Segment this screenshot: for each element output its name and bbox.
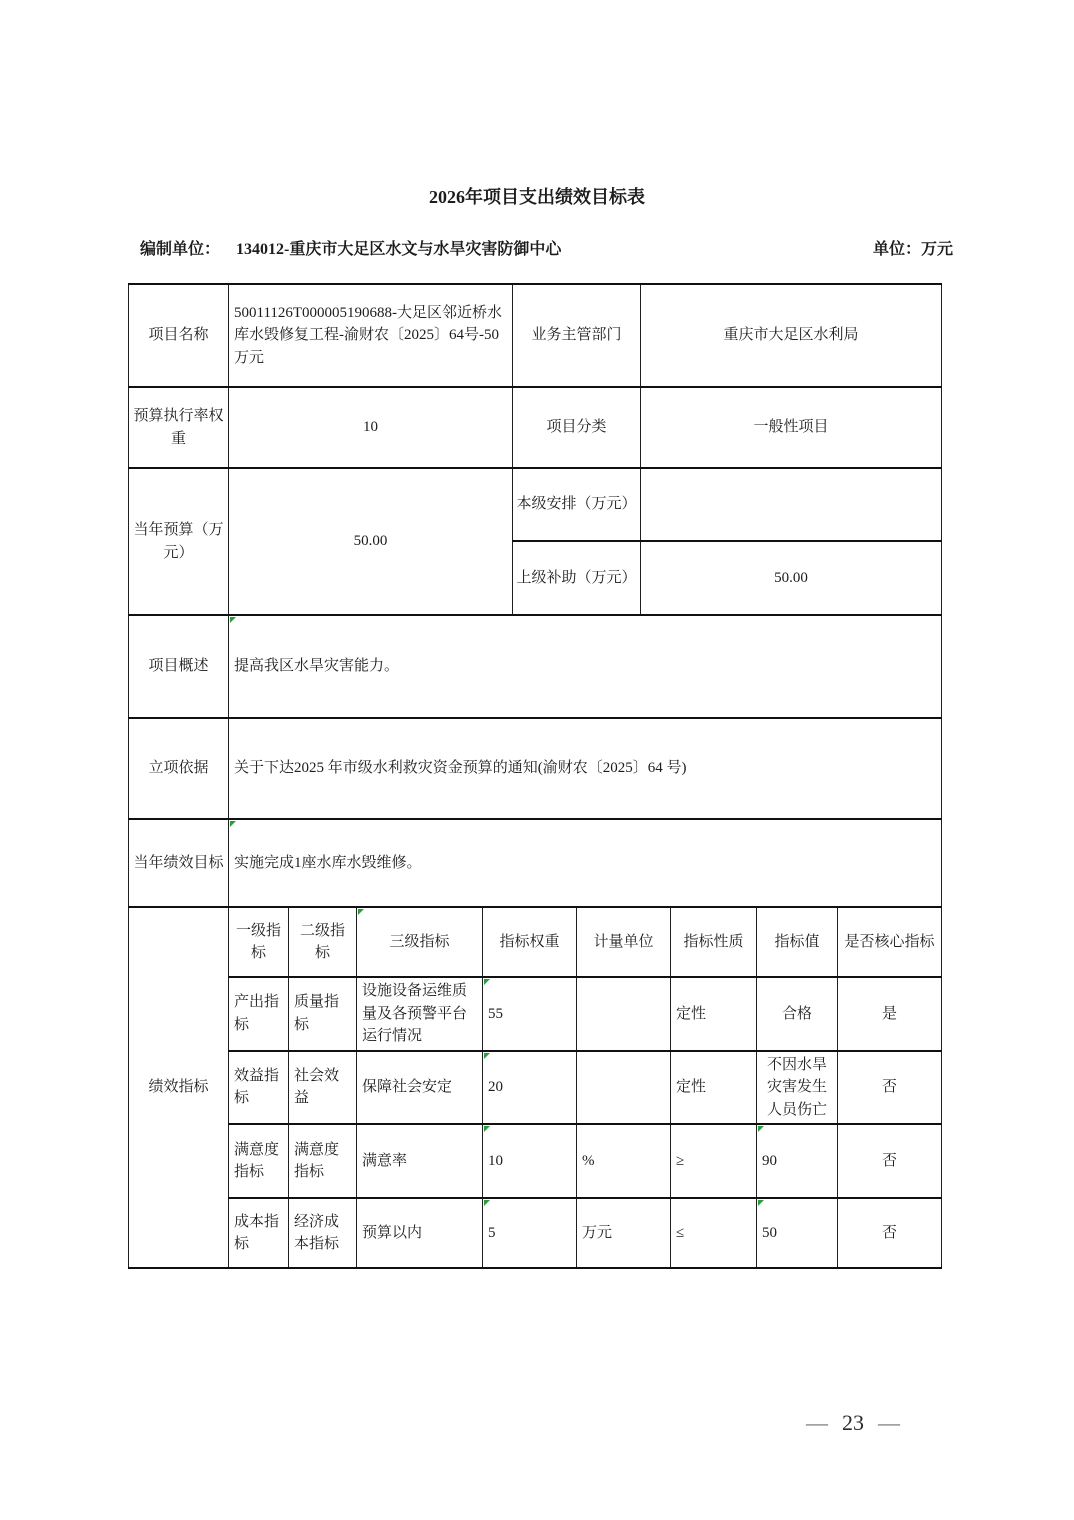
- indicator-nature: 定性: [671, 977, 757, 1051]
- indicator-nature: ≤: [671, 1198, 757, 1268]
- indicator-core: 否: [838, 1051, 942, 1125]
- page-number-value: 23: [842, 1410, 864, 1435]
- tables-container: [128, 283, 941, 1269]
- indicator-value: 合格: [757, 977, 838, 1051]
- local-arrangement-value: [641, 468, 942, 541]
- cell-flag-icon: [358, 909, 364, 915]
- project-category-label: 项目分类: [513, 387, 641, 468]
- indicator-core: 否: [838, 1198, 942, 1268]
- superior-subsidy-label: 上级补助（万元）: [513, 541, 641, 615]
- indicator-section-label: 绩效指标: [129, 907, 229, 1268]
- cell-flag-icon: [230, 617, 236, 623]
- header-value: 指标值: [757, 907, 838, 977]
- competent-dept-label: 业务主管部门: [513, 284, 641, 387]
- project-category-value: 一般性项目: [641, 387, 942, 468]
- annual-budget-value: 50.00: [229, 468, 513, 615]
- indicator-level1: 效益指标: [229, 1051, 289, 1125]
- budget-exec-weight-label: 预算执行率权重: [129, 387, 229, 468]
- competent-dept-value: 重庆市大足区水利局: [641, 284, 942, 387]
- header-level2: 二级指标: [289, 907, 357, 977]
- indicator-row: [129, 1198, 942, 1268]
- cell-flag-icon: [484, 1053, 490, 1059]
- header-level1: 一级指标: [229, 907, 289, 977]
- indicator-value-text: 50: [762, 1224, 777, 1241]
- indicator-value: 不因水旱灾害发生人员伤亡: [757, 1051, 838, 1125]
- cell-flag-icon: [484, 1126, 490, 1132]
- header-nature: 指标性质: [671, 907, 757, 977]
- annual-budget-label: 当年预算（万元）: [129, 468, 229, 615]
- indicator-weight: [483, 977, 577, 1051]
- annual-goal-text: 实施完成1座水库水毁维修。: [234, 854, 422, 871]
- meta-row: [140, 236, 953, 259]
- indicator-row: [129, 1124, 942, 1198]
- prepared-by-value: 134012-重庆市大足区水文与水旱灾害防御中心: [236, 241, 562, 258]
- cell-flag-icon: [484, 1200, 490, 1206]
- local-arrangement-label: 本级安排（万元）: [513, 468, 641, 541]
- cell-flag-icon: [758, 1200, 764, 1206]
- indicator-weight: [483, 1124, 577, 1198]
- budget-exec-weight-value: 10: [229, 387, 513, 468]
- indicator-weight-text: 55: [488, 1005, 503, 1022]
- page-number-right-dash: —: [878, 1410, 900, 1435]
- indicator-level3: 设施设备运维质量及各预警平台运行情况: [357, 977, 483, 1051]
- indicator-value: [757, 1198, 838, 1268]
- page-number-left-dash: —: [806, 1410, 828, 1435]
- header-core: 是否核心指标: [838, 907, 942, 977]
- project-overview-label: 项目概述: [129, 615, 229, 718]
- performance-indicator-table: [128, 906, 942, 1269]
- indicator-nature: 定性: [671, 1051, 757, 1125]
- approval-basis-label: 立项依据: [129, 718, 229, 819]
- annual-goal-value: [229, 819, 942, 907]
- indicator-unit: 万元: [577, 1198, 671, 1268]
- indicator-core: 是: [838, 977, 942, 1051]
- indicator-core: 否: [838, 1124, 942, 1198]
- indicator-value-text: 90: [762, 1152, 777, 1169]
- header-unit: 计量单位: [577, 907, 671, 977]
- indicator-unit: [577, 1051, 671, 1125]
- indicator-unit: %: [577, 1124, 671, 1198]
- project-overview-value: [229, 615, 942, 718]
- indicator-row: [129, 977, 942, 1051]
- indicator-level3: 保障社会安定: [357, 1051, 483, 1125]
- project-overview-text: 提高我区水旱灾害能力。: [234, 658, 400, 675]
- indicator-level2: 社会效益: [289, 1051, 357, 1125]
- indicator-level3: 预算以内: [357, 1198, 483, 1268]
- cell-flag-icon: [484, 979, 490, 985]
- page-title: 2026年项目支出绩效目标表: [429, 187, 645, 207]
- indicator-level1: 产出指标: [229, 977, 289, 1051]
- page-number: [806, 1410, 900, 1436]
- header-weight: 指标权重: [483, 907, 577, 977]
- prepared-by-label: 编制单位：: [140, 241, 221, 258]
- indicator-weight-text: 10: [488, 1152, 503, 1169]
- indicator-level3: 满意率: [357, 1124, 483, 1198]
- indicator-row: [129, 1051, 942, 1125]
- cell-flag-icon: [758, 1126, 764, 1132]
- header-level3-text: 三级指标: [389, 933, 450, 950]
- indicator-weight-text: 20: [488, 1079, 503, 1095]
- cell-flag-icon: [230, 821, 236, 827]
- indicator-level2: 质量指标: [289, 977, 357, 1051]
- indicator-nature: ≥: [671, 1124, 757, 1198]
- indicator-weight: [483, 1198, 577, 1268]
- approval-basis-value: 关于下达2025 年市级水利救灾资金预算的通知(渝财农〔2025〕64 号): [229, 718, 942, 819]
- annual-goal-label: 当年绩效目标: [129, 819, 229, 907]
- indicator-unit: [577, 977, 671, 1051]
- project-name-value: 50011126T000005190688-大足区邻近桥水库水毁修复工程-渝财农〔2025〕64号-50万元: [229, 284, 513, 387]
- indicator-weight: [483, 1051, 577, 1125]
- project-info-table: [128, 283, 942, 908]
- header-level3: [357, 907, 483, 977]
- project-name-label: 项目名称: [129, 284, 229, 387]
- indicator-value: [757, 1124, 838, 1198]
- indicator-level2: 满意度指标: [289, 1124, 357, 1198]
- indicator-weight-text: 5: [488, 1224, 496, 1241]
- superior-subsidy-value: 50.00: [641, 541, 942, 615]
- indicator-level1: 成本指标: [229, 1198, 289, 1268]
- indicator-level1: 满意度指标: [229, 1124, 289, 1198]
- unit-label: 单位：万元: [872, 241, 953, 258]
- indicator-level2: 经济成本指标: [289, 1198, 357, 1268]
